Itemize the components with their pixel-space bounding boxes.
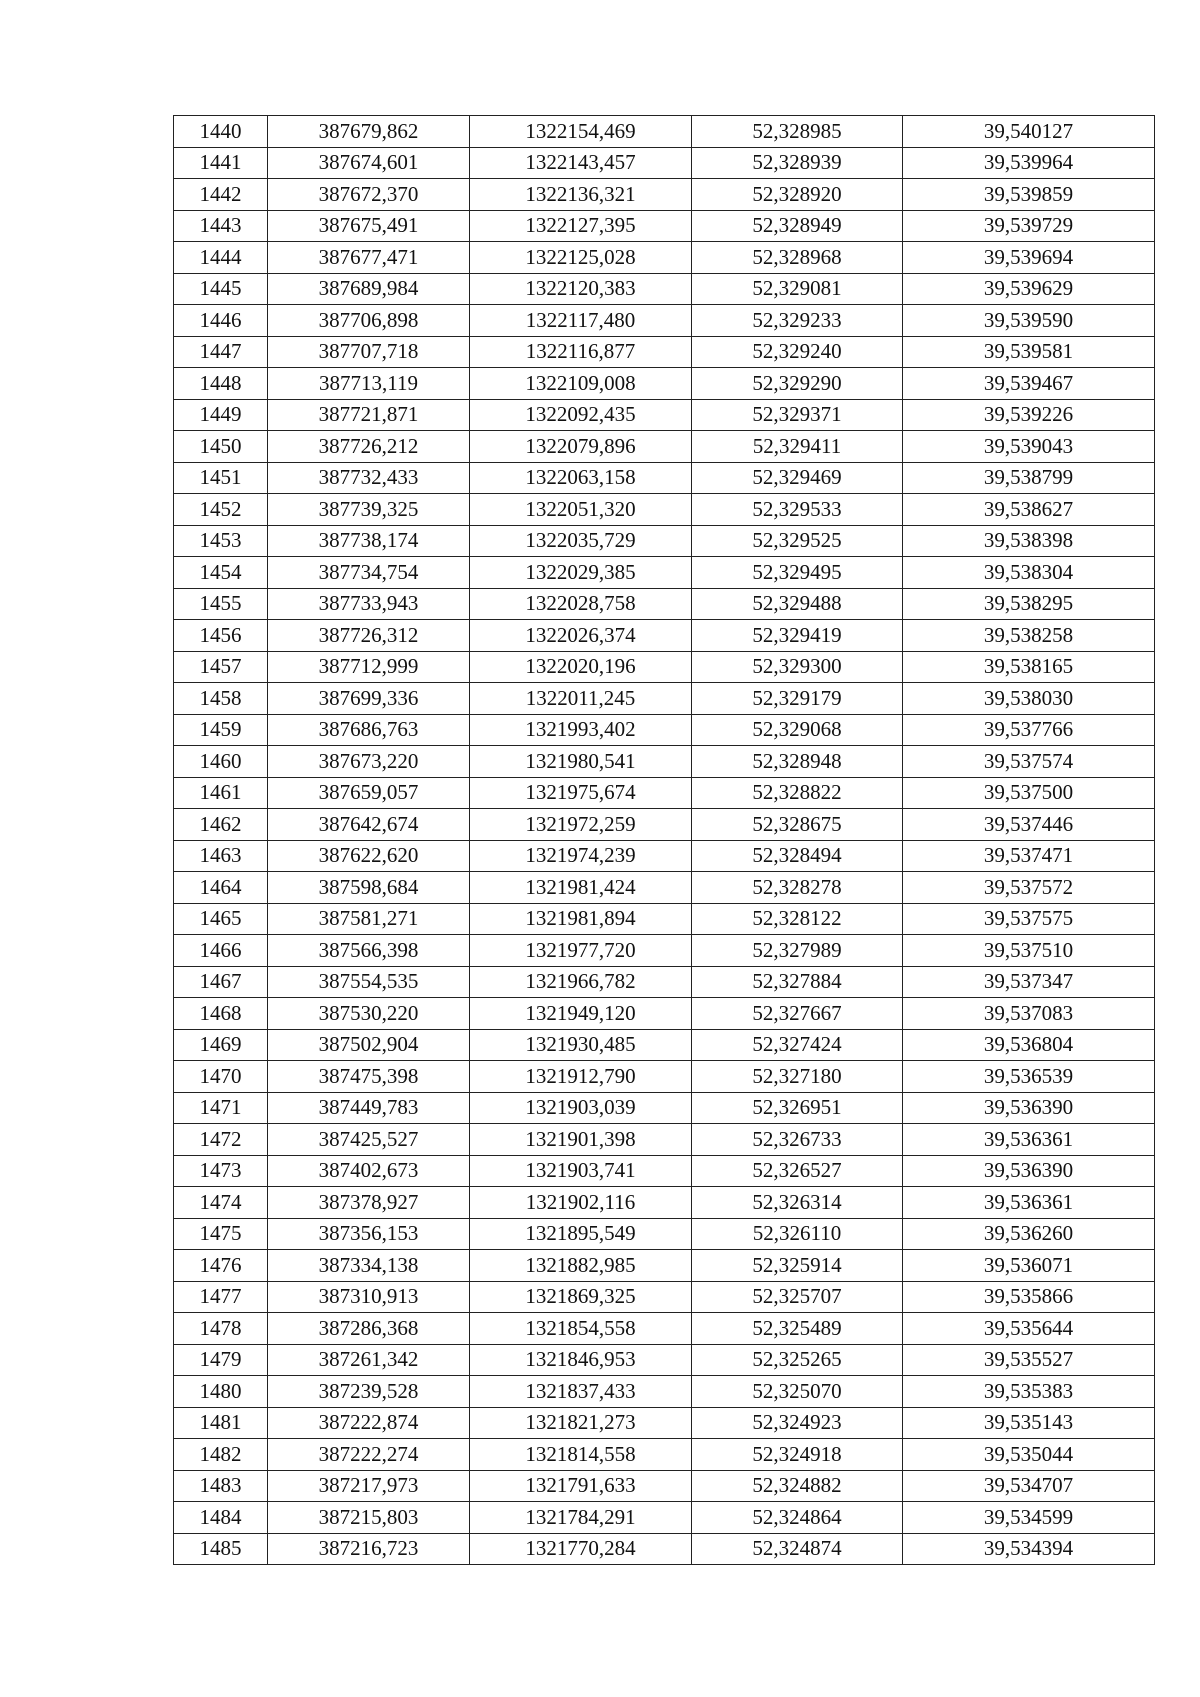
table-row: [174, 588, 1155, 620]
latitude-cell: 52,327424: [692, 1029, 903, 1061]
y-coordinate-cell: 1322063,158: [470, 462, 692, 494]
longitude-cell: 39,539729: [903, 210, 1155, 242]
table-row: [174, 809, 1155, 841]
latitude-cell: 52,324882: [692, 1470, 903, 1502]
table-row: [174, 966, 1155, 998]
longitude-cell: 39,536361: [903, 1124, 1155, 1156]
y-coordinate-cell: 1322127,395: [470, 210, 692, 242]
latitude-cell: 52,329488: [692, 588, 903, 620]
table-row: [174, 1124, 1155, 1156]
table-row: [174, 116, 1155, 148]
point-number-cell: 1458: [174, 683, 268, 715]
longitude-cell: 39,535143: [903, 1407, 1155, 1439]
x-coordinate-cell: 387732,433: [268, 462, 470, 494]
x-coordinate-cell: 387402,673: [268, 1155, 470, 1187]
longitude-cell: 39,539964: [903, 147, 1155, 179]
x-coordinate-cell: 387239,528: [268, 1376, 470, 1408]
longitude-cell: 39,539629: [903, 273, 1155, 305]
y-coordinate-cell: 1321974,239: [470, 840, 692, 872]
latitude-cell: 52,329068: [692, 714, 903, 746]
y-coordinate-cell: 1321784,291: [470, 1502, 692, 1534]
table-row: [174, 1092, 1155, 1124]
latitude-cell: 52,327667: [692, 998, 903, 1030]
longitude-cell: 39,538295: [903, 588, 1155, 620]
point-number-cell: 1462: [174, 809, 268, 841]
table-row: [174, 1533, 1155, 1565]
x-coordinate-cell: 387689,984: [268, 273, 470, 305]
longitude-cell: 39,536804: [903, 1029, 1155, 1061]
point-number-cell: 1474: [174, 1187, 268, 1219]
point-number-cell: 1479: [174, 1344, 268, 1376]
y-coordinate-cell: 1322092,435: [470, 399, 692, 431]
x-coordinate-cell: 387425,527: [268, 1124, 470, 1156]
x-coordinate-cell: 387686,763: [268, 714, 470, 746]
y-coordinate-cell: 1321977,720: [470, 935, 692, 967]
point-number-cell: 1468: [174, 998, 268, 1030]
x-coordinate-cell: 387502,904: [268, 1029, 470, 1061]
y-coordinate-cell: 1322109,008: [470, 368, 692, 400]
latitude-cell: 52,329469: [692, 462, 903, 494]
table-row: [174, 1029, 1155, 1061]
table-row: [174, 1344, 1155, 1376]
longitude-cell: 39,539581: [903, 336, 1155, 368]
longitude-cell: 39,539590: [903, 305, 1155, 337]
longitude-cell: 39,538799: [903, 462, 1155, 494]
point-number-cell: 1475: [174, 1218, 268, 1250]
longitude-cell: 39,537766: [903, 714, 1155, 746]
x-coordinate-cell: 387699,336: [268, 683, 470, 715]
y-coordinate-cell: 1321966,782: [470, 966, 692, 998]
y-coordinate-cell: 1322143,457: [470, 147, 692, 179]
point-number-cell: 1443: [174, 210, 268, 242]
longitude-cell: 39,535866: [903, 1281, 1155, 1313]
latitude-cell: 52,328985: [692, 116, 903, 148]
y-coordinate-cell: 1322011,245: [470, 683, 692, 715]
latitude-cell: 52,329300: [692, 651, 903, 683]
table-row: [174, 872, 1155, 904]
point-number-cell: 1472: [174, 1124, 268, 1156]
longitude-cell: 39,538258: [903, 620, 1155, 652]
y-coordinate-cell: 1322026,374: [470, 620, 692, 652]
point-number-cell: 1451: [174, 462, 268, 494]
x-coordinate-cell: 387215,803: [268, 1502, 470, 1534]
x-coordinate-cell: 387356,153: [268, 1218, 470, 1250]
table-row: [174, 305, 1155, 337]
point-number-cell: 1450: [174, 431, 268, 463]
point-number-cell: 1466: [174, 935, 268, 967]
longitude-cell: 39,538627: [903, 494, 1155, 526]
y-coordinate-cell: 1321949,120: [470, 998, 692, 1030]
longitude-cell: 39,539694: [903, 242, 1155, 274]
latitude-cell: 52,325707: [692, 1281, 903, 1313]
latitude-cell: 52,328939: [692, 147, 903, 179]
x-coordinate-cell: 387222,874: [268, 1407, 470, 1439]
point-number-cell: 1483: [174, 1470, 268, 1502]
latitude-cell: 52,329081: [692, 273, 903, 305]
longitude-cell: 39,534707: [903, 1470, 1155, 1502]
point-number-cell: 1465: [174, 903, 268, 935]
longitude-cell: 39,538304: [903, 557, 1155, 589]
x-coordinate-cell: 387673,220: [268, 746, 470, 778]
y-coordinate-cell: 1322051,320: [470, 494, 692, 526]
x-coordinate-cell: 387598,684: [268, 872, 470, 904]
latitude-cell: 52,324918: [692, 1439, 903, 1471]
table-row: [174, 1218, 1155, 1250]
longitude-cell: 39,537500: [903, 777, 1155, 809]
latitude-cell: 52,326527: [692, 1155, 903, 1187]
point-number-cell: 1442: [174, 179, 268, 211]
table-row: [174, 431, 1155, 463]
longitude-cell: 39,539043: [903, 431, 1155, 463]
x-coordinate-cell: 387726,212: [268, 431, 470, 463]
y-coordinate-cell: 1321980,541: [470, 746, 692, 778]
longitude-cell: 39,538030: [903, 683, 1155, 715]
latitude-cell: 52,329233: [692, 305, 903, 337]
latitude-cell: 52,328675: [692, 809, 903, 841]
point-number-cell: 1470: [174, 1061, 268, 1093]
table-row: [174, 683, 1155, 715]
x-coordinate-cell: 387642,674: [268, 809, 470, 841]
y-coordinate-cell: 1321981,894: [470, 903, 692, 935]
latitude-cell: 52,328278: [692, 872, 903, 904]
x-coordinate-cell: 387726,312: [268, 620, 470, 652]
table-row: [174, 179, 1155, 211]
y-coordinate-cell: 1321912,790: [470, 1061, 692, 1093]
point-number-cell: 1484: [174, 1502, 268, 1534]
longitude-cell: 39,537471: [903, 840, 1155, 872]
table-row: [174, 1439, 1155, 1471]
x-coordinate-cell: 387675,491: [268, 210, 470, 242]
latitude-cell: 52,327180: [692, 1061, 903, 1093]
y-coordinate-cell: 1321882,985: [470, 1250, 692, 1282]
latitude-cell: 52,325914: [692, 1250, 903, 1282]
latitude-cell: 52,327884: [692, 966, 903, 998]
longitude-cell: 39,536539: [903, 1061, 1155, 1093]
latitude-cell: 52,329419: [692, 620, 903, 652]
point-number-cell: 1481: [174, 1407, 268, 1439]
x-coordinate-cell: 387712,999: [268, 651, 470, 683]
x-coordinate-cell: 387706,898: [268, 305, 470, 337]
latitude-cell: 52,324864: [692, 1502, 903, 1534]
table-row: [174, 399, 1155, 431]
latitude-cell: 52,328494: [692, 840, 903, 872]
latitude-cell: 52,325070: [692, 1376, 903, 1408]
y-coordinate-cell: 1321993,402: [470, 714, 692, 746]
latitude-cell: 52,324874: [692, 1533, 903, 1565]
longitude-cell: 39,535644: [903, 1313, 1155, 1345]
point-number-cell: 1452: [174, 494, 268, 526]
coordinates-table: [173, 115, 1155, 1565]
y-coordinate-cell: 1322120,383: [470, 273, 692, 305]
latitude-cell: 52,329525: [692, 525, 903, 557]
latitude-cell: 52,328948: [692, 746, 903, 778]
point-number-cell: 1440: [174, 116, 268, 148]
y-coordinate-cell: 1322035,729: [470, 525, 692, 557]
table-row: [174, 620, 1155, 652]
y-coordinate-cell: 1321972,259: [470, 809, 692, 841]
point-number-cell: 1455: [174, 588, 268, 620]
y-coordinate-cell: 1321903,741: [470, 1155, 692, 1187]
latitude-cell: 52,326110: [692, 1218, 903, 1250]
point-number-cell: 1457: [174, 651, 268, 683]
x-coordinate-cell: 387581,271: [268, 903, 470, 935]
table-row: [174, 147, 1155, 179]
latitude-cell: 52,329290: [692, 368, 903, 400]
y-coordinate-cell: 1321902,116: [470, 1187, 692, 1219]
longitude-cell: 39,539859: [903, 179, 1155, 211]
x-coordinate-cell: 387216,723: [268, 1533, 470, 1565]
x-coordinate-cell: 387659,057: [268, 777, 470, 809]
table-row: [174, 210, 1155, 242]
table-row: [174, 746, 1155, 778]
x-coordinate-cell: 387733,943: [268, 588, 470, 620]
y-coordinate-cell: 1321814,558: [470, 1439, 692, 1471]
y-coordinate-cell: 1321901,398: [470, 1124, 692, 1156]
table-row: [174, 525, 1155, 557]
x-coordinate-cell: 387739,325: [268, 494, 470, 526]
latitude-cell: 52,328822: [692, 777, 903, 809]
table-row: [174, 1470, 1155, 1502]
latitude-cell: 52,327989: [692, 935, 903, 967]
x-coordinate-cell: 387222,274: [268, 1439, 470, 1471]
latitude-cell: 52,325265: [692, 1344, 903, 1376]
longitude-cell: 39,539467: [903, 368, 1155, 400]
x-coordinate-cell: 387672,370: [268, 179, 470, 211]
point-number-cell: 1445: [174, 273, 268, 305]
point-number-cell: 1477: [174, 1281, 268, 1313]
point-number-cell: 1461: [174, 777, 268, 809]
x-coordinate-cell: 387475,398: [268, 1061, 470, 1093]
longitude-cell: 39,539226: [903, 399, 1155, 431]
point-number-cell: 1480: [174, 1376, 268, 1408]
table-row: [174, 903, 1155, 935]
longitude-cell: 39,536361: [903, 1187, 1155, 1219]
point-number-cell: 1448: [174, 368, 268, 400]
longitude-cell: 39,535527: [903, 1344, 1155, 1376]
y-coordinate-cell: 1321981,424: [470, 872, 692, 904]
longitude-cell: 39,534394: [903, 1533, 1155, 1565]
table-row: [174, 998, 1155, 1030]
table-row: [174, 777, 1155, 809]
y-coordinate-cell: 1321854,558: [470, 1313, 692, 1345]
y-coordinate-cell: 1321846,953: [470, 1344, 692, 1376]
point-number-cell: 1478: [174, 1313, 268, 1345]
x-coordinate-cell: 387261,342: [268, 1344, 470, 1376]
table-row: [174, 1155, 1155, 1187]
longitude-cell: 39,534599: [903, 1502, 1155, 1534]
x-coordinate-cell: 387554,535: [268, 966, 470, 998]
y-coordinate-cell: 1322079,896: [470, 431, 692, 463]
x-coordinate-cell: 387677,471: [268, 242, 470, 274]
point-number-cell: 1469: [174, 1029, 268, 1061]
point-number-cell: 1460: [174, 746, 268, 778]
table-row: [174, 840, 1155, 872]
x-coordinate-cell: 387713,119: [268, 368, 470, 400]
y-coordinate-cell: 1321869,325: [470, 1281, 692, 1313]
x-coordinate-cell: 387449,783: [268, 1092, 470, 1124]
latitude-cell: 52,326314: [692, 1187, 903, 1219]
y-coordinate-cell: 1321821,273: [470, 1407, 692, 1439]
point-number-cell: 1459: [174, 714, 268, 746]
point-number-cell: 1454: [174, 557, 268, 589]
longitude-cell: 39,537510: [903, 935, 1155, 967]
longitude-cell: 39,538398: [903, 525, 1155, 557]
table-row: [174, 494, 1155, 526]
point-number-cell: 1485: [174, 1533, 268, 1565]
longitude-cell: 39,537083: [903, 998, 1155, 1030]
table-row: [174, 1187, 1155, 1219]
latitude-cell: 52,324923: [692, 1407, 903, 1439]
x-coordinate-cell: 387622,620: [268, 840, 470, 872]
latitude-cell: 52,329495: [692, 557, 903, 589]
table-row: [174, 714, 1155, 746]
latitude-cell: 52,326951: [692, 1092, 903, 1124]
latitude-cell: 52,325489: [692, 1313, 903, 1345]
x-coordinate-cell: 387734,754: [268, 557, 470, 589]
y-coordinate-cell: 1322029,385: [470, 557, 692, 589]
y-coordinate-cell: 1321837,433: [470, 1376, 692, 1408]
y-coordinate-cell: 1322116,877: [470, 336, 692, 368]
latitude-cell: 52,329411: [692, 431, 903, 463]
y-coordinate-cell: 1321895,549: [470, 1218, 692, 1250]
point-number-cell: 1456: [174, 620, 268, 652]
table-row: [174, 368, 1155, 400]
table-row: [174, 462, 1155, 494]
latitude-cell: 52,328968: [692, 242, 903, 274]
y-coordinate-cell: 1322136,321: [470, 179, 692, 211]
coordinates-table-body: [174, 116, 1155, 1565]
table-row: [174, 1376, 1155, 1408]
point-number-cell: 1476: [174, 1250, 268, 1282]
point-number-cell: 1444: [174, 242, 268, 274]
latitude-cell: 52,328122: [692, 903, 903, 935]
longitude-cell: 39,538165: [903, 651, 1155, 683]
table-row: [174, 1313, 1155, 1345]
longitude-cell: 39,536071: [903, 1250, 1155, 1282]
table-row: [174, 1281, 1155, 1313]
x-coordinate-cell: 387310,913: [268, 1281, 470, 1313]
latitude-cell: 52,329179: [692, 683, 903, 715]
x-coordinate-cell: 387286,368: [268, 1313, 470, 1345]
point-number-cell: 1449: [174, 399, 268, 431]
point-number-cell: 1447: [174, 336, 268, 368]
longitude-cell: 39,535383: [903, 1376, 1155, 1408]
longitude-cell: 39,537574: [903, 746, 1155, 778]
y-coordinate-cell: 1322125,028: [470, 242, 692, 274]
x-coordinate-cell: 387679,862: [268, 116, 470, 148]
table-row: [174, 1407, 1155, 1439]
y-coordinate-cell: 1321770,284: [470, 1533, 692, 1565]
point-number-cell: 1473: [174, 1155, 268, 1187]
table-row: [174, 1250, 1155, 1282]
table-row: [174, 1502, 1155, 1534]
longitude-cell: 39,537572: [903, 872, 1155, 904]
x-coordinate-cell: 387334,138: [268, 1250, 470, 1282]
point-number-cell: 1467: [174, 966, 268, 998]
latitude-cell: 52,329533: [692, 494, 903, 526]
x-coordinate-cell: 387674,601: [268, 147, 470, 179]
point-number-cell: 1446: [174, 305, 268, 337]
point-number-cell: 1441: [174, 147, 268, 179]
latitude-cell: 52,328949: [692, 210, 903, 242]
table-row: [174, 935, 1155, 967]
longitude-cell: 39,537575: [903, 903, 1155, 935]
point-number-cell: 1471: [174, 1092, 268, 1124]
y-coordinate-cell: 1322154,469: [470, 116, 692, 148]
x-coordinate-cell: 387217,973: [268, 1470, 470, 1502]
latitude-cell: 52,329240: [692, 336, 903, 368]
latitude-cell: 52,326733: [692, 1124, 903, 1156]
x-coordinate-cell: 387530,220: [268, 998, 470, 1030]
longitude-cell: 39,535044: [903, 1439, 1155, 1471]
y-coordinate-cell: 1321930,485: [470, 1029, 692, 1061]
longitude-cell: 39,537446: [903, 809, 1155, 841]
point-number-cell: 1463: [174, 840, 268, 872]
y-coordinate-cell: 1321975,674: [470, 777, 692, 809]
longitude-cell: 39,536260: [903, 1218, 1155, 1250]
y-coordinate-cell: 1322020,196: [470, 651, 692, 683]
latitude-cell: 52,328920: [692, 179, 903, 211]
point-number-cell: 1464: [174, 872, 268, 904]
table-row: [174, 1061, 1155, 1093]
y-coordinate-cell: 1321903,039: [470, 1092, 692, 1124]
longitude-cell: 39,536390: [903, 1155, 1155, 1187]
longitude-cell: 39,537347: [903, 966, 1155, 998]
longitude-cell: 39,540127: [903, 116, 1155, 148]
y-coordinate-cell: 1321791,633: [470, 1470, 692, 1502]
y-coordinate-cell: 1322028,758: [470, 588, 692, 620]
point-number-cell: 1453: [174, 525, 268, 557]
x-coordinate-cell: 387738,174: [268, 525, 470, 557]
table-row: [174, 242, 1155, 274]
table-row: [174, 336, 1155, 368]
point-number-cell: 1482: [174, 1439, 268, 1471]
x-coordinate-cell: 387721,871: [268, 399, 470, 431]
x-coordinate-cell: 387707,718: [268, 336, 470, 368]
table-row: [174, 273, 1155, 305]
x-coordinate-cell: 387378,927: [268, 1187, 470, 1219]
table-row: [174, 651, 1155, 683]
x-coordinate-cell: 387566,398: [268, 935, 470, 967]
latitude-cell: 52,329371: [692, 399, 903, 431]
y-coordinate-cell: 1322117,480: [470, 305, 692, 337]
table-row: [174, 557, 1155, 589]
longitude-cell: 39,536390: [903, 1092, 1155, 1124]
